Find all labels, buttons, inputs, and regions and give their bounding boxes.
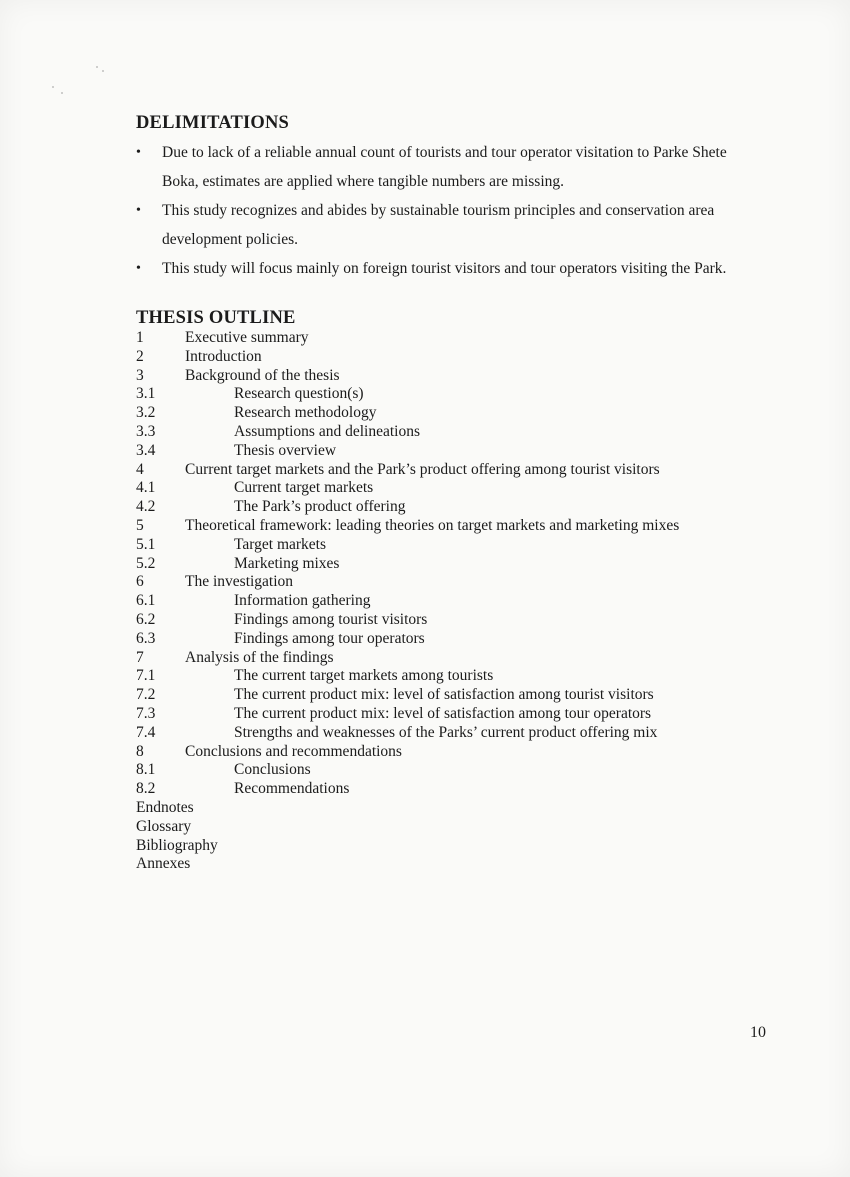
outline-text: The Park’s product offering — [234, 498, 406, 516]
outline-number: 5 — [136, 516, 144, 534]
outline-number: 7.2 — [136, 686, 156, 704]
outline-entry — [136, 367, 776, 386]
scan-speck — [61, 92, 63, 94]
outline-number: 1 — [136, 329, 144, 346]
outline-text: Executive summary — [185, 329, 309, 346]
delimitation-item — [136, 196, 776, 254]
outline-text: Introduction — [185, 347, 262, 365]
outline-entry — [136, 724, 776, 743]
back-matter-glossary: Glossary — [136, 817, 192, 835]
outline-entry — [136, 498, 776, 517]
outline-text: Thesis overview — [234, 441, 337, 459]
scan-speck — [102, 70, 104, 72]
outline-number: 3.3 — [136, 422, 156, 440]
outline-entry — [136, 385, 776, 404]
outline-text: Marketing mixes — [234, 554, 340, 572]
outline-number: 7 — [136, 648, 144, 666]
outline-entry — [136, 348, 776, 367]
outline-entry — [136, 780, 776, 799]
outline-number: 7.1 — [136, 667, 156, 685]
scan-speck — [52, 86, 54, 88]
thesis-outline-heading: THESIS OUTLINE — [136, 308, 296, 328]
delimitation-line: This study recognizes and abides by sustainable tourism principles and conservation area — [162, 202, 715, 219]
outline-number: 4.1 — [136, 479, 156, 497]
outline-entry — [136, 404, 776, 423]
outline-number: 2 — [136, 347, 144, 365]
outline-text: The current product mix: level of satisfaction among tour operators — [234, 704, 652, 722]
delimitations-heading: DELIMITATIONS — [136, 113, 290, 133]
back-matter-endnotes: Endnotes — [136, 798, 194, 816]
outline-number: 6 — [136, 573, 144, 591]
outline-number: 7.3 — [136, 704, 156, 722]
outline-text: Assumptions and delineations — [234, 422, 420, 440]
outline-text: Target markets — [234, 535, 327, 553]
outline-entry — [136, 517, 776, 536]
back-matter-annexes: Annexes — [136, 855, 191, 873]
outline-number: 3 — [136, 366, 144, 384]
delimitation-item — [136, 254, 776, 283]
outline-number: 8 — [136, 742, 144, 760]
page-number: 10 — [750, 1024, 766, 1041]
outline-number: 3.2 — [136, 404, 156, 422]
delimitation-line: development policies. — [162, 231, 299, 248]
outline-text: The investigation — [185, 573, 294, 591]
back-matter-bibliography: Bibliography — [136, 836, 218, 854]
outline-entry — [136, 329, 776, 348]
outline-number: 3.1 — [136, 385, 156, 403]
outline-text: Conclusions and recommendations — [185, 742, 402, 760]
bullet-icon: • — [136, 203, 141, 218]
outline-text: Background of the thesis — [185, 366, 340, 384]
outline-number: 8.1 — [136, 761, 156, 779]
outline-text: Conclusions — [234, 761, 311, 779]
outline-entry — [136, 743, 776, 762]
outline-entry — [136, 705, 776, 724]
outline-text: Recommendations — [234, 780, 350, 798]
outline-text: Theoretical framework: leading theories on target markets and marketing mixes — [185, 516, 680, 534]
delimitation-item — [136, 138, 776, 196]
outline-text: The current product mix: level of satisfaction among tourist visitors — [234, 686, 654, 704]
delimitation-line: This study will focus mainly on foreign tourist visitors and tour operators visiting the Park. — [162, 260, 727, 277]
outline-text: Current target markets — [234, 479, 374, 497]
outline-text: Research methodology — [234, 404, 377, 422]
outline-entry — [136, 667, 776, 686]
thesis-outline — [136, 329, 776, 874]
delimitations-list — [136, 138, 776, 283]
outline-entry — [136, 479, 776, 498]
outline-entry — [136, 649, 776, 668]
outline-entry — [136, 630, 776, 649]
outline-number: 5.2 — [136, 554, 156, 572]
outline-number: 6.1 — [136, 592, 156, 610]
outline-text: Findings among tour operators — [234, 629, 425, 647]
outline-number: 6.3 — [136, 629, 156, 647]
outline-number: 7.4 — [136, 723, 156, 741]
outline-text: Information gathering — [234, 592, 371, 610]
delimitation-line: Due to lack of a reliable annual count of tourists and tour operator visitation to Parke Shete — [162, 144, 727, 161]
bullet-icon: • — [136, 145, 141, 160]
outline-text: Current target markets and the Park’s product offering among tourist visitors — [185, 460, 660, 478]
outline-text: Research question(s) — [234, 385, 364, 403]
outline-text: Findings among tourist visitors — [234, 610, 428, 628]
outline-entry — [136, 686, 776, 705]
outline-number: 8.2 — [136, 780, 156, 798]
outline-text: Strengths and weaknesses of the Parks’ current product offering mix — [234, 723, 658, 741]
outline-number: 3.4 — [136, 441, 156, 459]
outline-entry — [136, 461, 776, 480]
bullet-icon: • — [136, 261, 141, 276]
page-content — [136, 112, 776, 874]
outline-number: 4 — [136, 460, 144, 478]
outline-number: 6.2 — [136, 610, 156, 628]
outline-entry — [136, 592, 776, 611]
delimitation-line: Boka, estimates are applied where tangible numbers are missing. — [162, 173, 565, 190]
outline-entry — [136, 442, 776, 461]
outline-entry — [136, 423, 776, 442]
outline-text: The current target markets among tourists — [234, 667, 494, 685]
outline-entry — [136, 536, 776, 555]
scan-speck — [96, 66, 98, 68]
outline-entry — [136, 573, 776, 592]
outline-text: Analysis of the findings — [185, 648, 334, 666]
outline-number: 5.1 — [136, 535, 156, 553]
outline-entry — [136, 555, 776, 574]
outline-entry — [136, 761, 776, 780]
outline-entry — [136, 611, 776, 630]
outline-number: 4.2 — [136, 498, 156, 516]
